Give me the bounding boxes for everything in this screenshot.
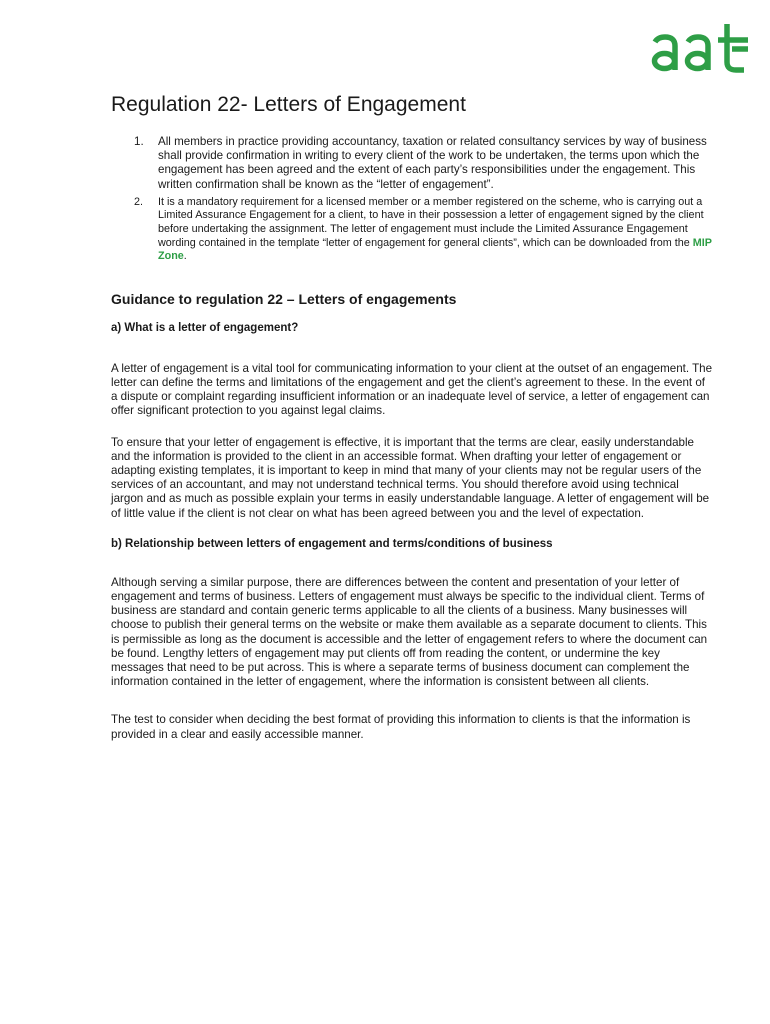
- list-item-text: All members in practice providing accountancy, taxation or related consultancy services by way of business shall provide confirmation in writing to every client of the work to be undertaken, the terms upon which the engagement has been agreed and the extent of each party’s responsibilities under the engagement. This written confirmation shall be known as the “letter of engagement”.: [158, 135, 707, 191]
- section-b-heading: b) Relationship between letters of engagement and terms/conditions of business: [111, 537, 553, 550]
- list-item: [111, 135, 713, 192]
- list-item: [111, 196, 713, 264]
- section-b-paragraph: Although serving a similar purpose, there are differences between the content and presentation of your letter of engagement and terms of business. Letters of engagement must always be specific to the individual client. Terms of business are standard and contain generic terms applicable to all the clients of a business. Many businesses will choose to publish their general terms on the website or make them available as a separate document to clients. This is permissible as long as the document is accessible and the letter of engagement refers to where the document can be found. Lengthy letters of engagement may put clients off from reading the content, or undermine the key messages that need to be put across. This is where a separate terms of business document can complement the information contained in the letter of engagement, where the information is consistent between all clients.: [111, 575, 708, 689]
- section-a-paragraph: A letter of engagement is a vital tool for communicating information to your client at the outset of an engagement. The letter can define the terms and limitations of the engagement and get the client’s agreement to these. In the event of a dispute or complaint regarding insufficient information or an inadequate level of service, a letter of engagement can offer significant protection to you against legal claims.: [111, 361, 713, 418]
- regulation-list: [111, 135, 713, 264]
- list-item-text: It is a mandatory requirement for a licensed member or a member registered on the scheme, who is carrying out a Limited Assurance Engagement for a client, to have in their possession a letter of engagement signed by the client before undertaking the assignment. The letter of engagement must include the Limited Assurance Engagement wording contained in the template “letter of engagement for general clients”, which can be downloaded from the: [158, 195, 704, 249]
- mip-zone-link[interactable]: MIP Zone: [158, 236, 712, 263]
- page-title: Regulation 22- Letters of Engagement: [111, 93, 466, 116]
- list-item-number: 1.: [134, 135, 144, 148]
- guidance-heading: Guidance to regulation 22 – Letters of engagements: [111, 290, 457, 307]
- aat-logo: [648, 8, 752, 76]
- list-item-text-end: .: [183, 250, 187, 263]
- section-a-paragraph: To ensure that your letter of engagement is effective, it is important that the terms are clear, easily understandable and the information is provided to the client in an accessible format. When drafting your letter of engagement or adapting existing templates, it is important to keep in mind that many of your clients may not be regular users of the services of an accountant, and may not understand technical terms. You should therefore avoid using technical jargon and as much as possible explain your terms in easily understandable language. A letter of engagement will be of little value if the client is not clear on what has been agreed between you and the level of expectation.: [111, 435, 710, 520]
- aat-logo-mark: [648, 8, 752, 76]
- section-b-paragraph: The test to consider when deciding the best format of providing this information to clients is that the information is provided in a clear and easily accessible manner.: [111, 713, 691, 741]
- svg-text:aat: aat: [648, 8, 650, 9]
- section-a-heading: a) What is a letter of engagement?: [111, 321, 299, 334]
- document-page: [111, 92, 713, 742]
- list-item-number: 2.: [134, 195, 144, 208]
